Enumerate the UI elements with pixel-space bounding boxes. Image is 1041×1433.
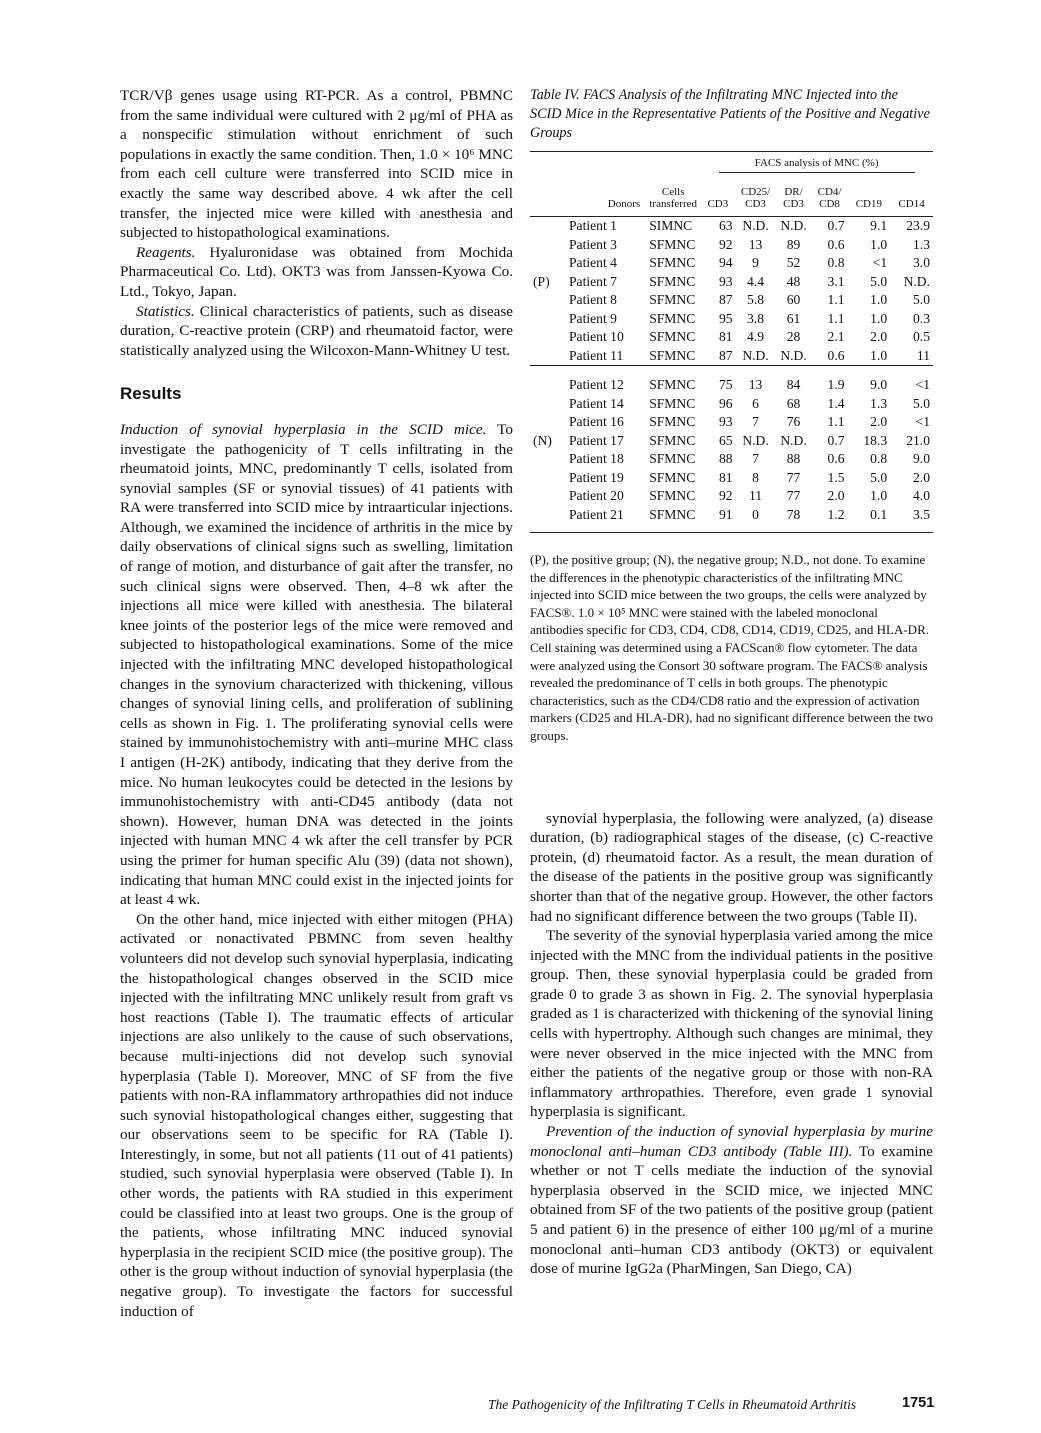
cell-cd19: <1 (872, 255, 888, 270)
cell-cd3: 95 (718, 310, 733, 326)
cell-cd3: 92 (718, 236, 733, 252)
right-column (530, 86, 933, 1279)
cell-cd19: 1.3 (870, 395, 888, 411)
cell-cd14: 5.0 (913, 292, 930, 307)
group-label-empty (530, 413, 566, 432)
statistics-heading: Statistics. (136, 302, 195, 320)
cell-cd4: 3.1 (827, 273, 845, 289)
cell-cells: SFMNC (649, 347, 696, 363)
cell-dr: 52 (786, 255, 801, 270)
cell-cd4: 0.6 (827, 236, 845, 252)
group-label-empty (530, 217, 566, 236)
col-header-cd3: CD3 (707, 198, 729, 210)
cell-donor: Patient 18 (569, 451, 624, 466)
cell-donor: Patient 12 (569, 377, 624, 392)
cell-cd19: 9.0 (870, 377, 888, 392)
cell-cd3: 81 (718, 329, 733, 344)
group-column-header (530, 178, 566, 217)
cell-cd25: 13 (748, 377, 763, 392)
cell-donor: Patient 3 (569, 236, 617, 252)
cell-cells: SFMNC (649, 292, 696, 307)
cell-cd14: 3.0 (913, 255, 930, 270)
table-row (530, 310, 933, 329)
table-header-row (530, 178, 933, 217)
cell-cd25: 7 (752, 451, 759, 466)
induction-heading: Induction of synovial hyperplasia in the SCID mice. (120, 420, 487, 438)
cell-cd14: 2.0 (913, 469, 930, 485)
group-label-empty (530, 469, 566, 488)
cell-cd25: 0 (752, 506, 759, 522)
cell-dr: 28 (786, 329, 801, 344)
cell-cells: SFMNC (649, 255, 696, 270)
cell-donor: Patient 14 (569, 395, 624, 411)
cell-cd25: N.D. (742, 347, 769, 363)
healthy-volunteers-paragraph: On the other hand, mice injected with either mitogen (PHA) activated or nonactivated PBMNC from seven healthy volunteers did not develop such synovial hyperplasia, indicating the histopathological changes observed in the SCID mice injected with the infiltrating MNC unlikely result from graft vs host reactions (Table I). The traumatic effects of articular injections are also unlikely to the cause of such observations, because multi-injections did not develop such synovial hyperplasia (Table I). Moreover, MNC of SF from the five patients with non-RA inflammatory arthropathies did not induce such synovial histopathological changes either, suggesting that our observations seem to be specific for RA (Table I). Interestingly, in some, but not all patients (11 out of 41 patients) studied, such synovial hyperplasia were observed (Table I). In other words, the patients with RA studied in this experiment could be classified into at least two groups. One is the group of the patients, whose infiltrating MNC induced synovial hyperplasia in the recipient SCID mice (the positive group). The other is the group without induction of synovial hyperplasia (the negative group). To investigate the factors for successful induction of (120, 910, 513, 1320)
cell-cd19: 2.0 (870, 414, 888, 429)
cell-cd25: N.D. (742, 218, 769, 233)
cell-cd19: 5.0 (870, 469, 888, 485)
table-footnote: (P), the positive group; (N), the negative group; N.D., not done. To examine the differences in the phenotypic characteristics of the infiltrating MNC injected into SCID mice between the two groups, the cells were analyzed by FACS®. 1.0 × 10⁵ MNC were stained with the labeled monoclonal antibodies specific for CD3, CD4, CD8, CD14, CD19, CD25, and HLA-DR. Cell staining was determined using a FACScan® flow cytometer. The data were analyzed using the Consort 30 software program. The FACS® analysis revealed the predominance of T cells in both groups. The phenotypic characteristics, such as the CD4/CD8 ratio and the expression of activation markers (CD25 and HLA-DR), had no significant difference between the two groups. (530, 552, 933, 743)
cell-cd14: 11 (916, 347, 930, 363)
cell-cd4: 0.8 (827, 255, 845, 270)
cell-dr: 48 (786, 273, 801, 289)
cell-cd19: 1.0 (870, 292, 888, 307)
table-row (530, 347, 933, 366)
cell-donor: Patient 10 (569, 329, 624, 344)
table-row (530, 328, 933, 347)
cell-cd14: <1 (915, 377, 930, 392)
cell-cd4: 1.1 (827, 292, 845, 307)
cell-donor: Patient 8 (569, 292, 617, 307)
table-row (530, 236, 933, 255)
cell-cd14: <1 (915, 414, 930, 429)
col-header-cells: Cells transferred (649, 186, 697, 210)
cell-cd25: 13 (748, 236, 763, 252)
cell-cd4: 0.7 (827, 432, 845, 448)
cell-cd3: 87 (718, 347, 733, 363)
cell-cd25: 6 (752, 395, 759, 411)
methods-paragraph: TCR/Vβ genes usage using RT-PCR. As a control, PBMNC from the same individual were cultured with 2 μg/ml of PHA as a nonspecific stimulation without enrichment of such populations in exactly the same condition. Then, 1.0 × 10⁶ MNC from each cell culture were transferred into SCID mice in exactly the same way described above. 4 wk after the cell transfer, the injected mice were killed with anesthesia and subjected to histopathological examinations. (120, 87, 513, 242)
reagents-heading: Reagents. (136, 243, 196, 261)
cell-cd3: 81 (718, 469, 733, 485)
running-footer: The Pathogenicity of the Infiltrating T Cells in Rheumatoid Arthritis (488, 1397, 857, 1412)
cell-dr: 89 (786, 236, 801, 252)
facs-table (530, 151, 933, 533)
cell-cd25: 5.8 (747, 292, 765, 307)
col-header-cd14: CD14 (898, 198, 925, 210)
col-header-cd19: CD19 (855, 198, 882, 210)
table-row (530, 506, 933, 533)
cell-cells: SFMNC (649, 377, 696, 392)
cell-dr: 61 (786, 310, 801, 326)
group-label-empty (530, 236, 566, 255)
cell-dr: N.D. (780, 218, 807, 233)
prevention-text: To examine whether or not T cells mediate the induction of the synovial hyperplasia observed in the SCID mice, we injected MNC obtained from SF of the two patients of the positive group (patient 5 and patient 6) in the presence of either 100 μg/ml of a murine monoclonal anti–human CD3 antibody (OKT3) or equivalent dose of murine IgG2a (PharMingen, San Diego, CA) (530, 1142, 933, 1278)
cell-cd4: 1.4 (827, 395, 845, 411)
cell-dr: 77 (786, 469, 801, 485)
prevention-heading: Prevention of the induction of synovial hyperplasia by murine monoclonal anti–human CD3 antibody (Table III). (530, 1123, 933, 1160)
cell-cd19: 0.1 (870, 506, 888, 522)
cell-cd4: 0.7 (827, 218, 845, 233)
statistics-text: Clinical characteristics of patients, such as disease duration, C-reactive protein (CRP) and rheumatoid factor, were statistically analyzed using the Wilcoxon-Mann-Whitney U test. (120, 302, 513, 359)
cell-cd14: 3.5 (913, 506, 930, 522)
cell-dr: 60 (786, 292, 801, 307)
positive-group-rows (530, 217, 933, 366)
analysis-paragraph: synovial hyperplasia, the following were analyzed, (a) disease duration, (b) radiographical stages of the disease, (c) C-reactive protein, (d) rheumatoid factor. As a result, the mean duration of the disease of the patients in the positive group was significantly shorter than that of the negative group. However, the other factors had no significant difference between the two groups (Table II). (530, 809, 933, 925)
cell-dr: 77 (786, 488, 801, 503)
cell-cd19: 1.0 (870, 488, 888, 503)
cell-cells: SFMNC (649, 469, 696, 485)
cell-cd3: 63 (718, 218, 733, 233)
cell-dr: 68 (786, 395, 801, 411)
table-row (530, 487, 933, 506)
severity-paragraph: The severity of the synovial hyperplasia varied among the mice injected with the MNC from the individual patients in the positive group. Then, these synovial hyperplasia could be graded from grade 0 to grade 3 as shown in Fig. 2. The synovial hyperplasia graded as 1 is characterized with thickening of the synovial lining cells with hypertrophy. Although such changes are minimal, they were never observed in the mice injected with the MNC from either the patients of the negative group or those with non-RA inflammatory arthropathies. Therefore, even grade 1 synovial hyperplasia is significant. (530, 927, 933, 1121)
group-label-empty (530, 347, 566, 366)
induction-text: To investigate the pathogenicity of T cells infiltrating in the rheumatoid joints, MNC, predominantly T cells, isolated from synovial samples (SF or synovial tissues) of 41 patients with RA were transferred into SCID mice by intraarticular injections. Although, we examined the incidence of arthritis in the mice by daily observations of clinical signs such as swelling, limitation of range of motion, and disturbance of gait after the transfer, no such clinical signs were observed. Then, 4–8 wk after the injections all mice were killed with anesthesia. The bilateral knee joints of the posterior legs of the mice were removed and subjected to histopathological examinations. Some of the mice injected with the infiltrating MNC developed histopathological changes in the synovium characterized with thickening, villous changes of synovial lining cells, and proliferation of sublining cells as shown in Fig. 1. The proliferating synovial cells were stained by immunohistochemistry with anti–murine MHC class I antigen (H-2K) antibody, indicating that they derive from the mice. No human leukocytes could be detected in the lesions by immunohistochemistry with anti-CD45 antibody (data not shown). However, human DNA was detected in the joints injected with human MNC 4 wk after the cell transfer by PCR using the primer for human specific Alu (39) (data not shown), indicating that human MNC could exist in the injected joints for at least 4 wk. (120, 420, 513, 909)
group-label-empty (530, 366, 566, 395)
cell-dr: N.D. (780, 347, 807, 363)
cell-cells: SFMNC (649, 506, 696, 522)
statistics-paragraph (120, 302, 513, 361)
table-row (530, 217, 933, 236)
cell-cells: SFMNC (649, 236, 696, 252)
cell-donor: Patient 21 (569, 506, 624, 522)
group-label-empty (530, 506, 566, 533)
col-header-dr: DR/ CD3 (783, 186, 804, 210)
table-row (530, 366, 933, 395)
cell-cd3: 94 (718, 255, 733, 270)
cell-cells: SFMNC (649, 451, 696, 466)
facs-span-header: FACS analysis of MNC (%) (719, 157, 915, 173)
table-row (530, 432, 933, 451)
group-label-empty (530, 291, 566, 310)
group-label-empty (530, 310, 566, 329)
cell-cd14: 0.5 (913, 329, 930, 344)
cell-cd25: 9 (752, 255, 759, 270)
cell-cd14: N.D. (903, 273, 930, 289)
prevention-paragraph (530, 1122, 933, 1279)
reagents-paragraph (120, 243, 513, 302)
group-label-empty (530, 450, 566, 469)
cell-cd4: 1.9 (827, 377, 845, 392)
cell-cd25: 11 (748, 488, 763, 503)
cell-cd3: 87 (718, 292, 733, 307)
cell-cd14: 9.0 (913, 451, 930, 466)
cell-cd3: 93 (718, 414, 733, 429)
cell-cd25: N.D. (742, 432, 769, 448)
cell-donor: Patient 4 (569, 255, 617, 270)
col-header-cd25: CD25/ CD3 (740, 186, 771, 210)
cell-donor: Patient 11 (569, 347, 624, 363)
cell-donor: Patient 9 (569, 310, 617, 326)
cell-cd4: 0.6 (827, 451, 845, 466)
cell-cd14: 5.0 (913, 395, 930, 411)
induction-paragraph (120, 420, 513, 910)
cell-donor: Patient 17 (569, 432, 624, 448)
cell-cells: SFMNC (649, 273, 696, 289)
cell-cells: SFMNC (649, 414, 696, 429)
cell-cd14: 0.3 (913, 310, 930, 326)
cell-cd19: 2.0 (870, 329, 888, 344)
cell-cd25: 3.8 (747, 310, 765, 326)
cell-donor: Patient 7 (569, 273, 617, 289)
cell-cd19: 0.8 (870, 451, 888, 466)
cell-cd3: 92 (718, 488, 733, 503)
cell-cd4: 2.0 (827, 488, 845, 503)
cell-cd3: 91 (718, 506, 733, 522)
cell-cells: SFMNC (649, 310, 696, 326)
page-number: 1751 (902, 1395, 935, 1411)
cell-cd19: 9.1 (870, 218, 888, 233)
group-label-empty (530, 254, 566, 273)
cell-donor: Patient 20 (569, 488, 624, 503)
cell-donor: Patient 1 (569, 218, 617, 233)
cell-cd4: 1.1 (827, 310, 845, 326)
cell-dr: 76 (786, 414, 801, 429)
cell-cd25: 4.9 (747, 329, 765, 344)
group-label: (P) (533, 273, 550, 289)
cell-cells: SFMNC (649, 395, 696, 411)
table-row (530, 450, 933, 469)
cell-dr: N.D. (780, 432, 807, 448)
col-header-cd4: CD4/ CD8 (817, 186, 842, 210)
cell-cd19: 1.0 (870, 236, 888, 252)
cell-cd3: 75 (718, 377, 733, 392)
table-row (530, 273, 933, 292)
cell-cd14: 21.0 (906, 432, 930, 448)
group-label-empty (530, 487, 566, 506)
cell-cd25: 4.4 (747, 273, 765, 289)
cell-cd19: 5.0 (870, 273, 888, 289)
cell-cd4: 1.1 (827, 414, 845, 429)
group-label-empty (530, 395, 566, 414)
cell-cd3: 88 (718, 451, 733, 466)
cell-cells: SFMNC (649, 329, 696, 344)
negative-group-rows (530, 366, 933, 533)
cell-cd3: 96 (718, 395, 733, 411)
cell-cd25: 7 (752, 414, 759, 429)
cell-cd4: 0.6 (827, 347, 845, 363)
table-row (530, 413, 933, 432)
cell-cd4: 1.2 (827, 506, 845, 522)
cell-cd14: 23.9 (906, 218, 930, 233)
cell-cd3: 65 (718, 432, 733, 448)
cell-cd4: 2.1 (827, 329, 845, 344)
cell-cd14: 4.0 (913, 488, 930, 503)
group-label-empty (530, 328, 566, 347)
cell-cells: SFMNC (649, 488, 696, 503)
table-row (530, 254, 933, 273)
cell-cells: SIMNC (649, 218, 693, 233)
table-caption: Table IV. FACS Analysis of the Infiltrating MNC Injected into the SCID Mice in the Representative Patients of the Positive and Negative Groups (530, 87, 930, 141)
cell-cd19: 18.3 (863, 432, 888, 448)
cell-dr: 78 (786, 506, 801, 522)
reagents-text: Hyaluronidase was obtained from Mochida Pharmaceutical Co. Ltd). OKT3 was from Janssen-Kyowa Co. Ltd., Tokyo, Japan. (120, 243, 513, 300)
cell-dr: 84 (786, 377, 801, 392)
cell-cd25: 8 (752, 469, 759, 485)
cell-donor: Patient 16 (569, 414, 624, 429)
cell-cd19: 1.0 (870, 310, 888, 326)
left-column (120, 86, 513, 1321)
table-row (530, 395, 933, 414)
table-row (530, 291, 933, 310)
table-span-header-row (530, 152, 933, 179)
cell-cd14: 1.3 (913, 236, 930, 252)
table-row (530, 469, 933, 488)
cell-cd19: 1.0 (870, 347, 888, 363)
group-label: (N) (533, 432, 552, 448)
cell-cd4: 1.5 (827, 469, 845, 485)
col-header-donors: Donors (607, 198, 641, 210)
results-heading: Results (120, 384, 182, 404)
cell-dr: 88 (786, 451, 801, 466)
cell-cells: SFMNC (649, 432, 696, 448)
cell-donor: Patient 19 (569, 469, 624, 485)
cell-cd3: 93 (718, 273, 733, 289)
